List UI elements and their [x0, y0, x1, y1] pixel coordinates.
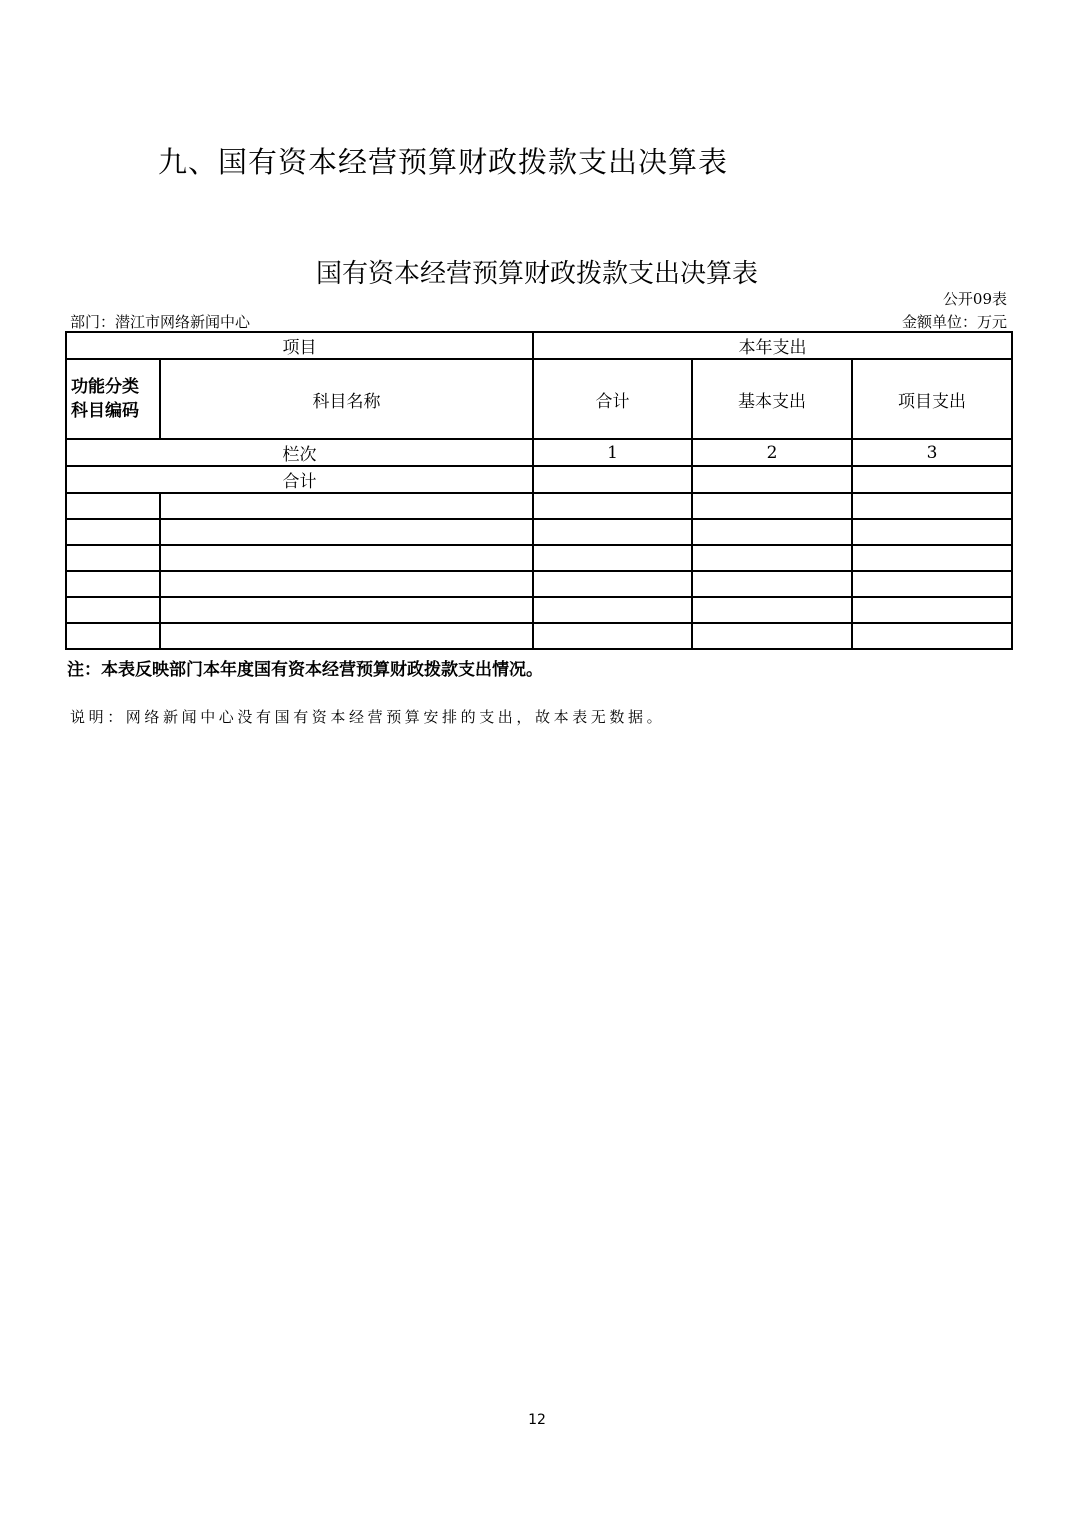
table-title: 国有资本经营预算财政拨款支出决算表	[315, 259, 758, 289]
table-cell	[160, 597, 533, 623]
table-cell	[692, 519, 852, 545]
table-cell	[160, 493, 533, 519]
header-project: 项目	[66, 332, 533, 359]
budget-table	[65, 331, 1013, 650]
page-number: 12	[528, 1412, 546, 1428]
table-cell	[160, 519, 533, 545]
table-cell	[66, 571, 160, 597]
header-current-year: 本年支出	[533, 332, 1012, 359]
table-cell	[852, 545, 1012, 571]
column-index-row	[66, 439, 1012, 466]
table-cell	[160, 623, 533, 649]
header-project-expenditure: 项目支出	[852, 359, 1012, 439]
header-function-code	[66, 359, 160, 439]
section-heading: 九、国有资本经营预算财政拨款支出决算表	[158, 145, 729, 179]
table-cell	[66, 597, 160, 623]
table-cell	[160, 545, 533, 571]
table-header-row	[66, 332, 1012, 359]
table-cell	[66, 545, 160, 571]
table-cell	[852, 623, 1012, 649]
table-cell	[692, 545, 852, 571]
table-row	[66, 571, 1012, 597]
table-cell	[852, 571, 1012, 597]
header-function-code-line1: 功能分类	[71, 377, 139, 397]
table-cell	[533, 493, 692, 519]
department-label: 部门：潜江市网络新闻中心	[70, 313, 251, 331]
table-cell	[66, 519, 160, 545]
total-project-cell	[852, 466, 1012, 493]
total-basic-cell	[692, 466, 852, 493]
total-cell	[533, 466, 692, 493]
table-cell	[533, 623, 692, 649]
table-cell	[852, 597, 1012, 623]
header-function-code-line2: 科目编码	[71, 401, 139, 421]
table-row	[66, 493, 1012, 519]
table-cell	[852, 519, 1012, 545]
table-row	[66, 545, 1012, 571]
explanation-text: 说明：网络新闻中心没有国有资本经营预算安排的支出，故本表无数据。	[70, 708, 666, 726]
total-row	[66, 466, 1012, 493]
header-basic-expenditure: 基本支出	[692, 359, 852, 439]
table-note: 注：本表反映部门本年度国有资本经营预算财政拨款支出情况。	[67, 660, 543, 680]
table-cell	[692, 597, 852, 623]
table-row	[66, 597, 1012, 623]
table-row	[66, 623, 1012, 649]
total-row-label: 合计	[66, 466, 533, 493]
header-total: 合计	[533, 359, 692, 439]
table-cell	[160, 571, 533, 597]
table-row	[66, 519, 1012, 545]
table-cell	[852, 493, 1012, 519]
table-cell	[692, 493, 852, 519]
table-cell	[66, 493, 160, 519]
column-index-label: 栏次	[66, 439, 533, 466]
column-index-2: 2	[692, 439, 852, 466]
table-cell	[692, 623, 852, 649]
table-cell	[533, 519, 692, 545]
table-cell	[66, 623, 160, 649]
header-subject-name: 科目名称	[160, 359, 533, 439]
column-index-3: 3	[852, 439, 1012, 466]
table-cell	[533, 597, 692, 623]
table-cell	[533, 545, 692, 571]
table-subheader-row	[66, 359, 1012, 439]
amount-unit-label: 金额单位：万元	[901, 313, 1007, 331]
table-code: 公开09表	[942, 290, 1007, 308]
table-cell	[533, 571, 692, 597]
column-index-1: 1	[533, 439, 692, 466]
table-cell	[692, 571, 852, 597]
